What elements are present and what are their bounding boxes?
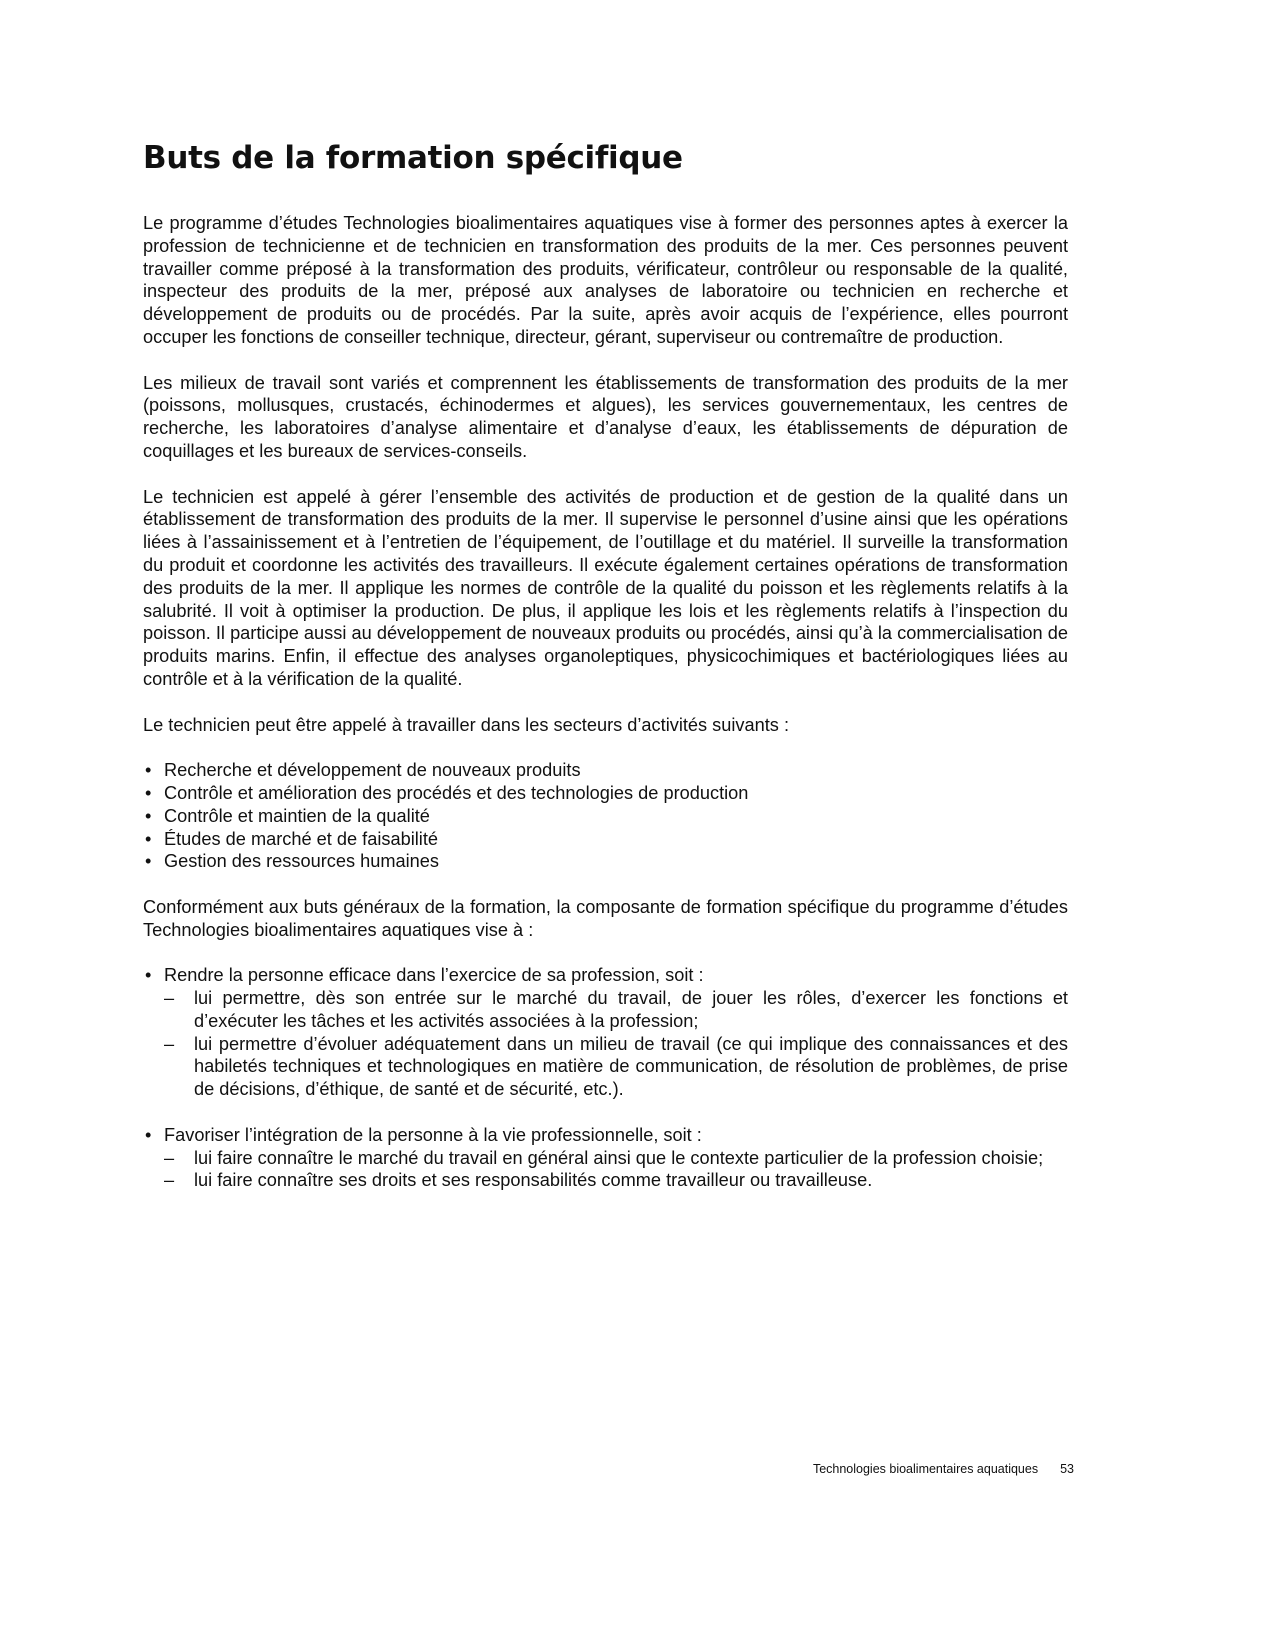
goal-label: Rendre la personne efficace dans l’exercice de sa profession, soit : (164, 965, 704, 986)
list-item: • Gestion des ressources humaines (143, 850, 1068, 873)
paragraph-program: Le programme d’études Technologies bioalimentaires aquatiques vise à former des personnes aptes à exercer la profession de technicienne et de technicien en transformation des produits de la mer. Ces personnes peuvent travailler comme préposé à la transformation des produits, vérificateur, contrôleur ou responsable de la qualité, inspecteur des produits de la mer, préposé aux analyses de laboratoire ou technicien en recherche et développement de produits ou de procédés. Par la suite, après avoir acquis de l’expérience, elles pourront occuper les fonctions de conseiller technique, directeur, gérant, superviseur ou contremaître de production. (143, 213, 1068, 347)
sectors-list (143, 759, 1068, 873)
list-item: • Contrôle et amélioration des procédés et des technologies de production (143, 782, 1068, 805)
goals-list-2 (143, 1124, 1068, 1192)
goal-subitems (164, 1147, 1068, 1193)
paragraph-tasks: Le technicien est appelé à gérer l’ensemble des activités de production et de gestion de la qualité dans un établissement de transformation des produits de la mer. Il supervise le personnel d’usine ainsi que les opérations liées à l’assainissement et à l’entretien de l’équipement, de l’outillage et du matériel. Il surveille la transformation du produit et coordonne les activités des travailleurs. Il exécute également certaines opérations de transformation des produits de la mer. Il applique les normes de contrôle de la qualité du poisson et les règlements relatifs à la salubrité. Il voit à optimiser la production. De plus, il applique les lois et les règlements relatifs à l’inspection du poisson. Il participe aussi au développement de nouveaux produits ou procédés, ainsi qu’à la commercialisation de produits marins. Enfin, il effectue des analyses organoleptiques, physicochimiques et bactériologiques liées au contrôle et à la vérification de la qualité. (143, 486, 1068, 689)
footer-program-name: Technologies bioalimentaires aquatiques (812, 1462, 1039, 1476)
paragraph-sectors-intro: Le technicien peut être appelé à travailler dans les secteurs d’activités suivants : (143, 714, 790, 735)
paragraph-goals-intro: Conformément aux buts généraux de la formation, la composante de formation spécifique du programme d’études Technologies bioalimentaires aquatiques vise à : (143, 896, 1068, 940)
list-item: • Études de marché et de faisabilité (143, 828, 1068, 851)
sub-item: – lui permettre, dès son entrée sur le marché du travail, de jouer les rôles, d’exercer les fonctions et d’exécuter les tâches et les activités associées à la profession; (164, 987, 1068, 1033)
goal-item (143, 1124, 1068, 1192)
list-item: • Contrôle et maintien de la qualité (143, 805, 1068, 828)
list-item: • Recherche et développement de nouveaux produits (143, 759, 1068, 782)
page-footer (813, 1462, 1074, 1476)
paragraph-workplaces: Les milieux de travail sont variés et comprennent les établissements de transformation des produits de la mer (poissons, mollusques, crustacés, échinodermes et algues), les services gouvernementaux, les centres de recherche, les laboratoires d’analyse alimentaire et d’analyse d’eaux, les établissements de dépuration de coquillages et les bureaux de services-conseils. (143, 372, 1068, 461)
goal-label: Favoriser l’intégration de la personne à la vie professionnelle, soit : (164, 1124, 702, 1145)
goal-item (143, 964, 1068, 1101)
document-body (143, 212, 1068, 1215)
page-title: Buts de la formation spécifique (143, 140, 683, 176)
page-number: 53 (1060, 1462, 1074, 1476)
sub-item: – lui faire connaître le marché du travail en général ainsi que le contexte particulier de la profession choisie; (164, 1147, 1068, 1170)
sub-item: – lui permettre d’évoluer adéquatement dans un milieu de travail (ce qui implique des connaissances et des habiletés techniques et technologiques en matière de communication, de résolution de problèmes, de prise de décisions, d’éthique, de santé et de sécurité, etc.). (164, 1033, 1068, 1101)
goals-list (143, 964, 1068, 1101)
sub-item: – lui faire connaître ses droits et ses responsabilités comme travailleur ou travailleuse. (164, 1169, 1068, 1192)
goal-subitems (164, 987, 1068, 1101)
